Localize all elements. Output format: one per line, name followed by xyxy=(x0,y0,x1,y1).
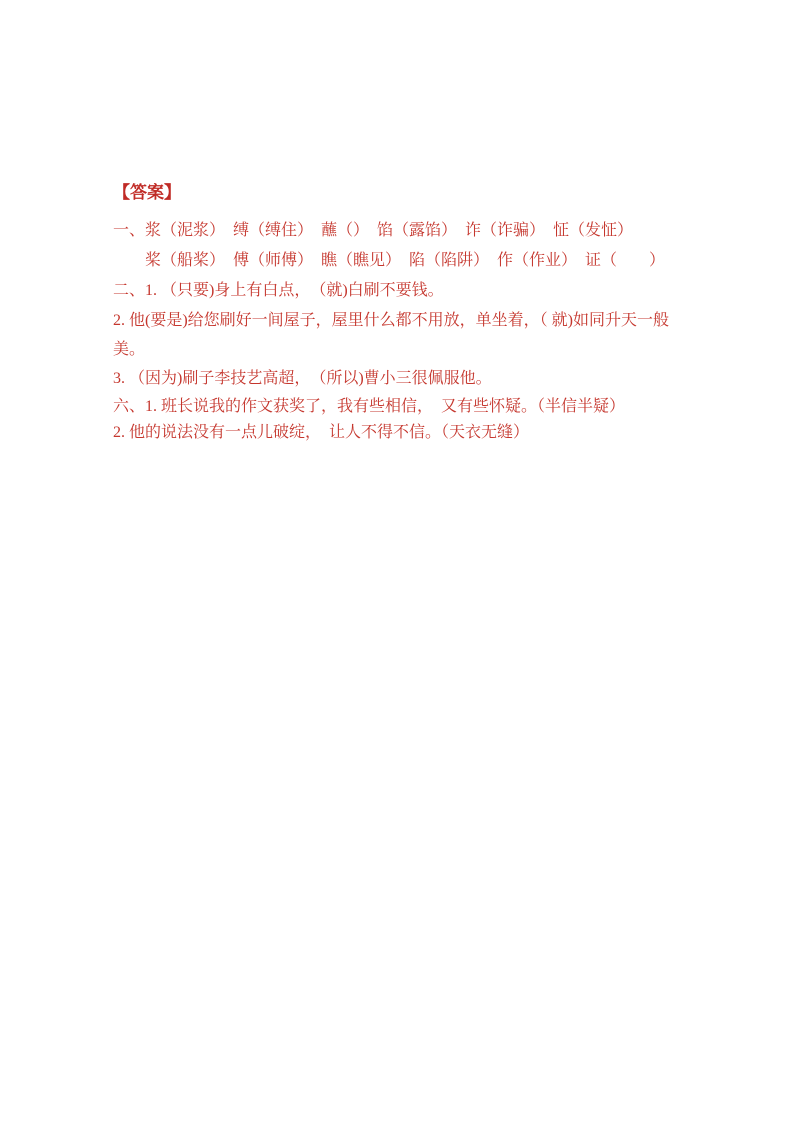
answer-line-section2-item1: 二、1. （只要)身上有白点， （就)白刷不要钱。 xyxy=(113,282,444,299)
answer-line-characters-row-1: 一、浆（泥浆） 缚（缚住） 蘸（） 馅（露馅） 诈（诈骗） 怔（发怔） xyxy=(113,222,634,239)
answer-line-characters-row-2: 桨（船桨） 傅（师傅） 瞧（瞧见） 陷（陷阱） 作（作业） 证（ ） xyxy=(145,252,666,269)
answer-line-section2-item3: 3. （因为)刷子李技艺高超， （所以)曹小三很佩服他。 xyxy=(113,370,492,387)
answer-line-section6-item1: 六、1. 班长说我的作文获奖了，我有些相信， 又有些怀疑。（半信半疑） xyxy=(113,398,626,415)
answer-line-section2-item2-part1: 2. 他(要是)给您刷好一间屋子，屋里什么都不用放，单坐着，（ 就)如同升天一般 xyxy=(113,312,669,329)
answer-line-section2-item2-part2: 美。 xyxy=(113,341,146,358)
answer-key-block xyxy=(113,183,713,446)
answer-line-section6-item2: 2. 他的说法没有一点儿破绽， 让人不得不信。（天衣无缝） xyxy=(113,424,530,441)
answer-key-heading: 【答案】 xyxy=(113,183,181,202)
